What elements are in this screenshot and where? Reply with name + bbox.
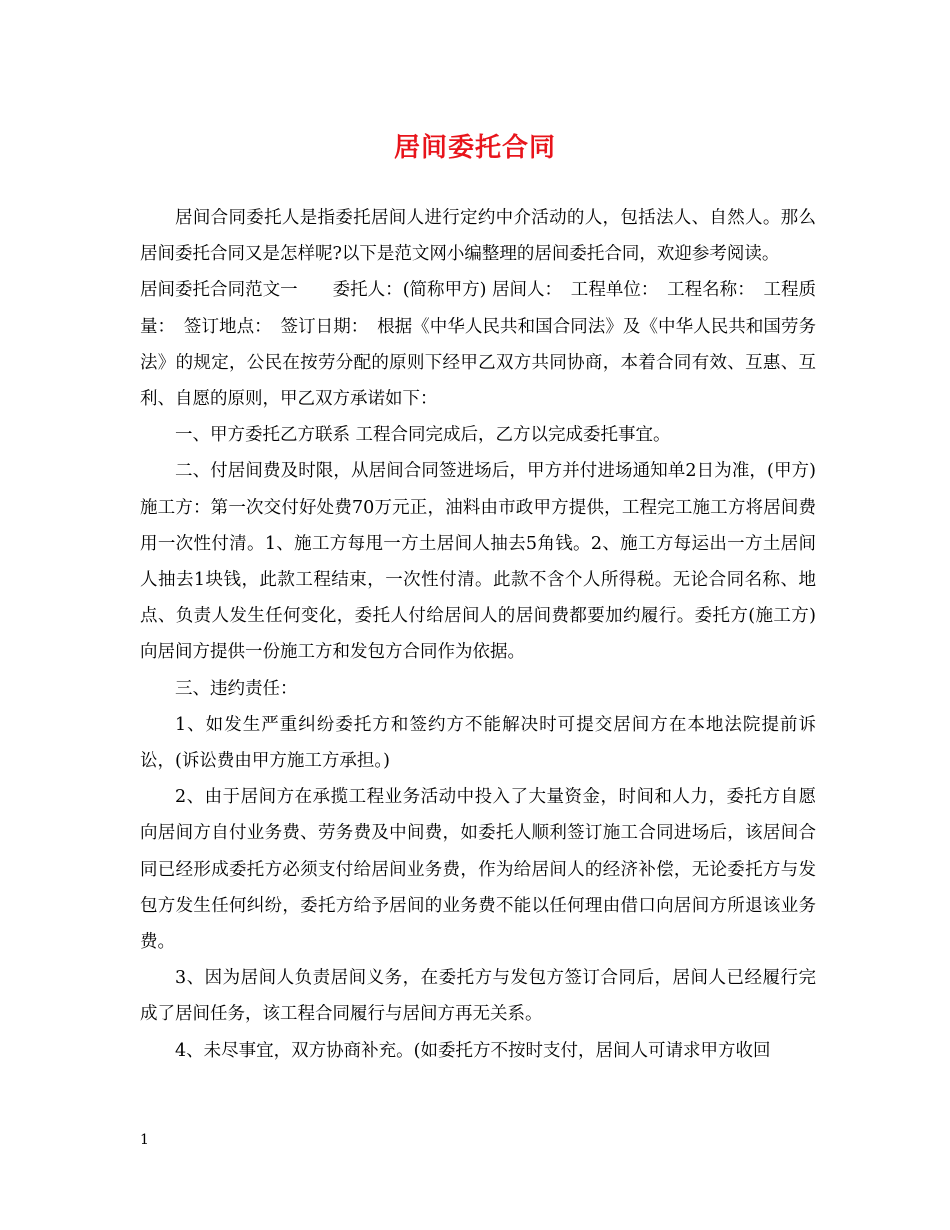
document-body [140,200,816,1069]
paragraph-liability-4: 4、未尽事宜，双方协商补充。(如委托方不按时支付，居间人可请求甲方收回 [175,1040,771,1061]
page-number: 1 [140,1132,149,1148]
paragraph-liability-2: 2、由于居间方在承揽工程业务活动中投入了大量资金，时间和人力，委托方自愿向居间方自付业务费、劳务费及中间费，如委托人顺利签订施工合同进场后，该居间合同已经形成委托方必须支付给居间业务费，作为给居间人的经济补偿，无论委托方与发包方发生任何纠纷，委托方给予居间的业务费不能以任何理由借口向居间方所退该业务费。 [140,787,816,953]
paragraph-liability-3: 3、因为居间人负责居间义务，在委托方与发包方签订合同后，居间人已经履行完成了居间任务，该工程合同履行与居间方再无关系。 [140,968,816,1025]
document-title: 居间委托合同 [393,133,556,163]
paragraph-liability-1: 1、如发生严重纠纷委托方和签约方不能解决时可提交居间方在本地法院提前诉讼，(诉讼费由甲方施工方承担。) [140,714,816,772]
paragraph-contract-header: 居间委托合同范文一 委托人：(简称甲方) 居间人： 工程单位： 工程名称： 工程质量： 签订地点： 签订日期： 根据《中华人民共和国合同法》及《中华人民共和国劳务法》的规定，公民在按劳分配的原则下经甲乙双方共同协商，本着合同有效、互惠、互利、自愿的原则，甲乙双方承诺如下： [140,280,816,410]
paragraph-clause-1: 一、甲方委托乙方联系 工程合同完成后，乙方以完成委托事宜。 [175,425,671,446]
paragraph-intro: 居间合同委托人是指委托居间人进行定约中介活动的人，包括法人、自然人。那么居间委托合同又是怎样呢?以下是范文网小编整理的居间委托合同，欢迎参考阅读。 [140,208,816,265]
paragraph-clause-3-heading: 三、违约责任： [175,678,298,699]
paragraph-clause-2: 二、付居间费及时限，从居间合同签进场后，甲方并付进场通知单2日为准，(甲方)施工方：第一次交付好处费70万元正，油料由市政甲方提供，工程完工施工方将居间费用一次性付清。1、施工方每甩一方土居间人抽去5角钱。2、施工方每运出一方土居间人抽去1块钱，此款工程结束，一次性付清。此款不含个人所得税。无论合同名称、地点、负责人发生任何变化，委托人付给居间人的居间费都要加约履行。委托方(施工方)向居间方提供一份施工方和发包方合同作为依据。 [140,461,816,663]
